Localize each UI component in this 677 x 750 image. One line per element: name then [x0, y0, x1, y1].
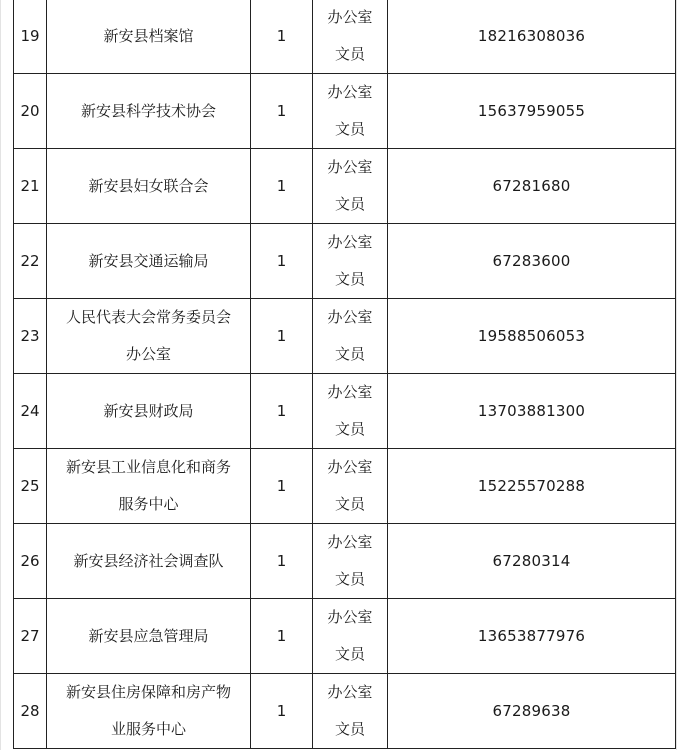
row-number-cell: 28	[14, 674, 47, 749]
unit-name-cell	[47, 449, 251, 524]
post-department-line: 办公室	[327, 383, 373, 401]
phone-cell: 67280314	[388, 524, 676, 599]
roster-table-body	[14, 0, 676, 749]
unit-name-cell	[47, 74, 251, 149]
post-department-line: 办公室	[327, 458, 373, 476]
unit-name-line: 新安县住房保障和房产物	[65, 683, 231, 701]
post-cell	[313, 449, 388, 524]
headcount-cell: 1	[251, 149, 313, 224]
post-cell	[313, 524, 388, 599]
post-cell	[313, 599, 388, 674]
table-row	[14, 224, 676, 299]
unit-name-cell	[47, 149, 251, 224]
phone-cell: 67283600	[388, 224, 676, 299]
post-title-line: 文员	[334, 45, 365, 63]
post-department-line: 办公室	[327, 158, 373, 176]
unit-name-line: 新安县财政局	[103, 401, 194, 420]
unit-name-line: 新安县妇女联合会	[88, 176, 209, 195]
post-cell	[313, 374, 388, 449]
sheet-gridline-left	[0, 0, 1, 750]
unit-name-cell	[47, 674, 251, 749]
post-cell	[313, 149, 388, 224]
table-row	[14, 449, 676, 524]
post-department-line: 办公室	[327, 8, 373, 26]
unit-name-cell	[47, 599, 251, 674]
table-row	[14, 149, 676, 224]
row-number-cell: 19	[14, 0, 47, 74]
post-title-line: 文员	[334, 720, 365, 738]
row-number-cell: 22	[14, 224, 47, 299]
headcount-cell: 1	[251, 224, 313, 299]
unit-name-cell	[47, 299, 251, 374]
unit-name-line: 业服务中心	[110, 720, 186, 738]
table-row	[14, 299, 676, 374]
post-title-line: 文员	[334, 345, 365, 363]
phone-cell: 13653877976	[388, 599, 676, 674]
post-department-line: 办公室	[327, 683, 373, 701]
unit-name-line: 新安县档案馆	[103, 26, 194, 45]
table-row	[14, 674, 676, 749]
unit-name-line: 新安县应急管理局	[88, 626, 209, 645]
post-title-line: 文员	[334, 645, 365, 663]
phone-cell: 15637959055	[388, 74, 676, 149]
unit-name-line: 新安县交通运输局	[88, 251, 209, 270]
post-title-line: 文员	[334, 120, 365, 138]
post-cell	[313, 74, 388, 149]
post-cell	[313, 224, 388, 299]
post-title-line: 文员	[334, 195, 365, 213]
row-number-cell: 25	[14, 449, 47, 524]
headcount-cell: 1	[251, 674, 313, 749]
post-department-line: 办公室	[327, 308, 373, 326]
phone-cell: 19588506053	[388, 299, 676, 374]
unit-name-cell	[47, 374, 251, 449]
headcount-cell: 1	[251, 299, 313, 374]
unit-name-line: 办公室	[125, 345, 171, 363]
table-row	[14, 524, 676, 599]
post-department-line: 办公室	[327, 83, 373, 101]
unit-name-line: 人民代表大会常务委员会	[65, 308, 231, 326]
post-title-line: 文员	[334, 270, 365, 288]
phone-cell: 67289638	[388, 674, 676, 749]
phone-cell: 67281680	[388, 149, 676, 224]
phone-cell: 13703881300	[388, 374, 676, 449]
table-row	[14, 74, 676, 149]
table-row	[14, 0, 676, 74]
post-department-line: 办公室	[327, 608, 373, 626]
post-title-line: 文员	[334, 495, 365, 513]
phone-cell: 18216308036	[388, 0, 676, 74]
row-number-cell: 21	[14, 149, 47, 224]
headcount-cell: 1	[251, 449, 313, 524]
headcount-cell: 1	[251, 374, 313, 449]
post-title-line: 文员	[334, 570, 365, 588]
post-department-line: 办公室	[327, 233, 373, 251]
post-title-line: 文员	[334, 420, 365, 438]
row-number-cell: 20	[14, 74, 47, 149]
row-number-cell: 24	[14, 374, 47, 449]
unit-name-cell	[47, 524, 251, 599]
headcount-cell: 1	[251, 599, 313, 674]
unit-name-line: 服务中心	[118, 495, 179, 513]
unit-name-cell	[47, 224, 251, 299]
post-cell	[313, 0, 388, 74]
headcount-cell: 1	[251, 0, 313, 74]
roster-table	[13, 0, 676, 749]
headcount-cell: 1	[251, 524, 313, 599]
unit-name-line: 新安县科学技术协会	[80, 101, 216, 120]
post-department-line: 办公室	[327, 533, 373, 551]
row-number-cell: 27	[14, 599, 47, 674]
unit-name-cell	[47, 0, 251, 74]
unit-name-line: 新安县经济社会调查队	[73, 551, 224, 570]
table-row	[14, 599, 676, 674]
row-number-cell: 23	[14, 299, 47, 374]
row-number-cell: 26	[14, 524, 47, 599]
post-cell	[313, 299, 388, 374]
unit-name-line: 新安县工业信息化和商务	[65, 458, 231, 476]
post-cell	[313, 674, 388, 749]
phone-cell: 15225570288	[388, 449, 676, 524]
table-row	[14, 374, 676, 449]
headcount-cell: 1	[251, 74, 313, 149]
